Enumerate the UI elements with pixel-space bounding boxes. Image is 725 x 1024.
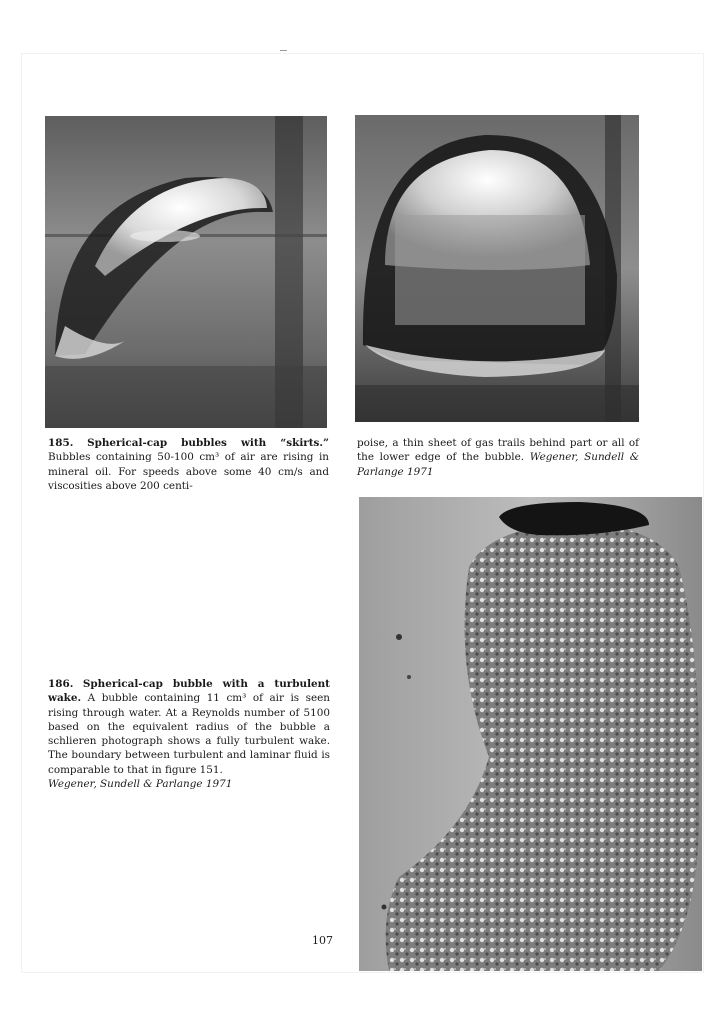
figure-186-title: Spherical-cap bubble with a turbulent wake. <box>48 678 330 705</box>
figure-186-text: A bubble containing 11 cm³ of air is seen rising through water. At a Reynolds number of 5100 based on the equivalent radius of the bubble a schlieren photograph shows a fully turbulent wake. The boundary between turbulent and laminar fluid is comparable to that in figure 151. <box>48 692 330 776</box>
figure-185-text-right: poise, a thin sheet of gas trails behind part or all of the lower edge of the bubble. <box>357 437 639 464</box>
figure-185-title: Spherical-cap bubbles with “skirts.” <box>87 437 329 449</box>
figure-186-credit: Wegener, Sundell & Parlange 1971 <box>48 778 233 791</box>
figure-185-credit: Wegener, Sundell & Parlange 1971 <box>357 451 640 478</box>
figure-185-caption-left <box>48 436 329 493</box>
figure-185-caption-right <box>357 436 639 479</box>
figure-185-number: 185. <box>48 437 74 449</box>
figure-186-photo <box>359 497 702 971</box>
figure-186-caption <box>48 677 330 791</box>
figure-186-number: 186. <box>48 678 74 690</box>
scan-mark <box>280 50 287 51</box>
figure-185-photo-left <box>45 116 327 428</box>
figure-185-photo-right <box>355 115 639 422</box>
page-number: 107 <box>312 934 333 947</box>
figure-185-text-left: Bubbles containing 50-100 cm³ of air are rising in mineral oil. For speeds above some 40 cm/s and viscosities above 200 centi- <box>48 451 329 492</box>
